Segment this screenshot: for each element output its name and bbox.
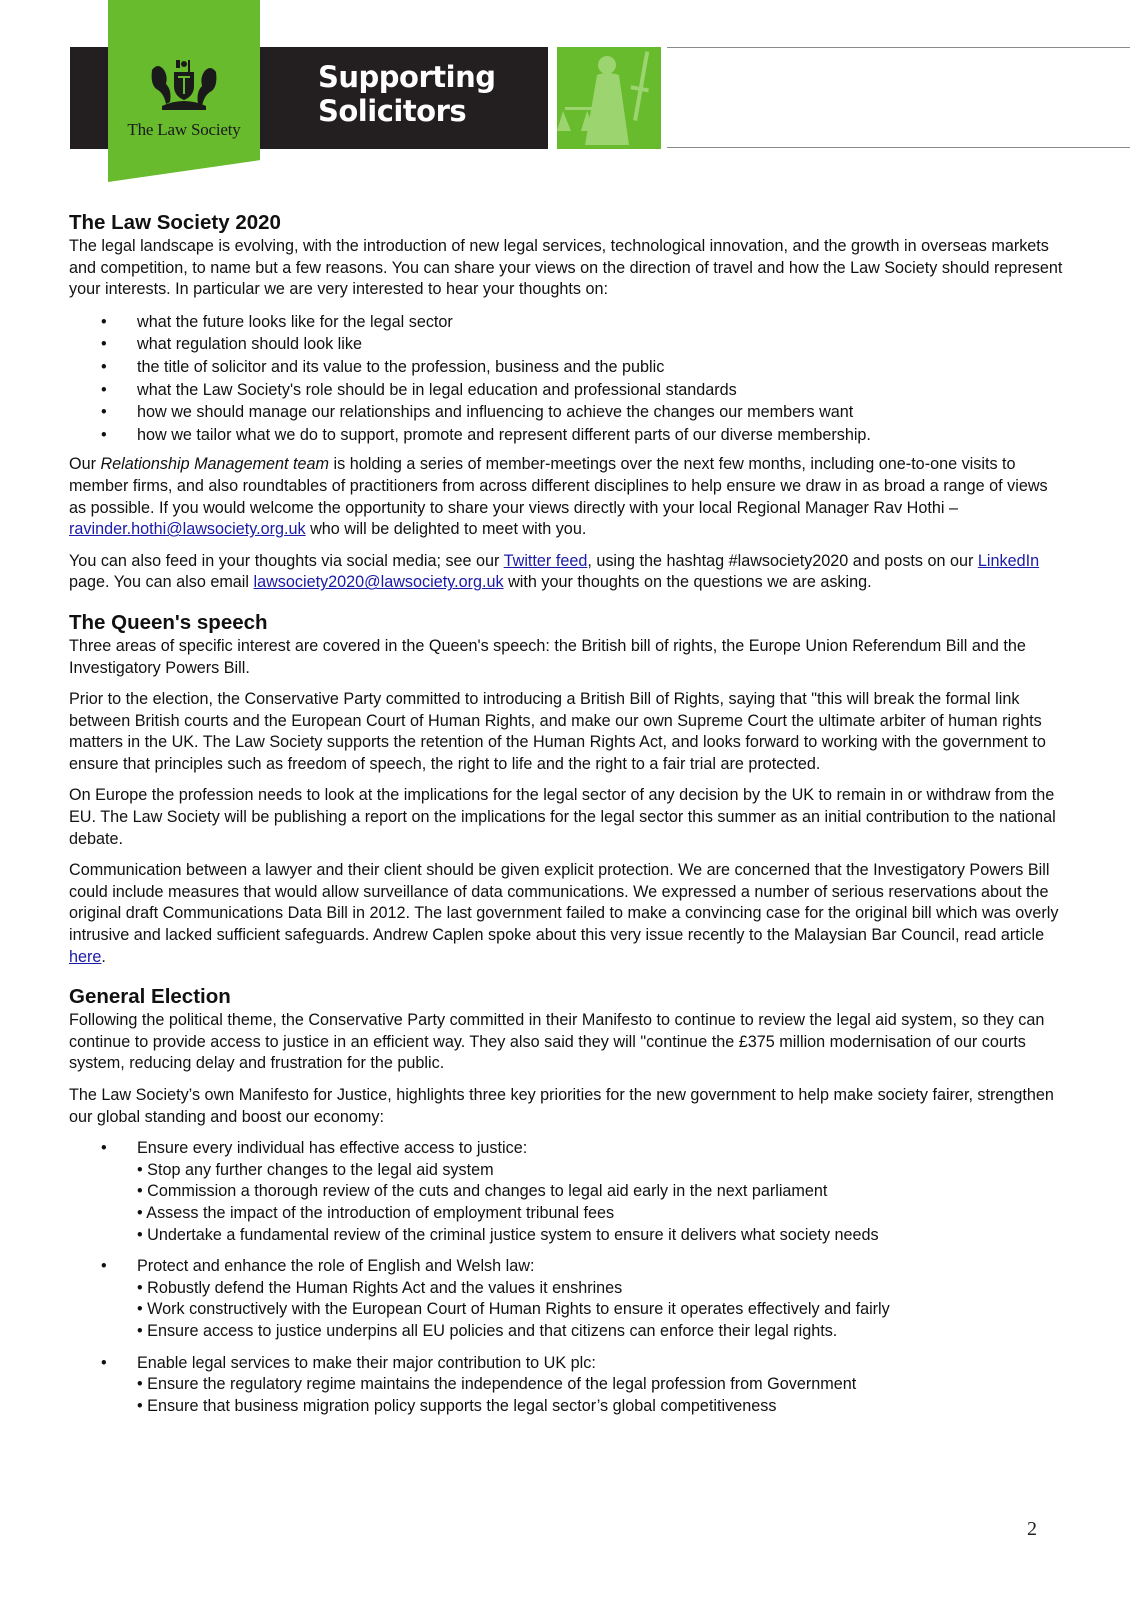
list-item: • Ensure that business migration policy supports the legal sector’s global competitiveness xyxy=(137,1396,777,1415)
section-heading: General Election xyxy=(69,985,231,1009)
list-item: • Undertake a fundamental review of the criminal justice system to ensure it delivers what society needs xyxy=(137,1225,879,1244)
bullet-dot-icon: • xyxy=(101,425,107,444)
topics-list xyxy=(69,311,1069,447)
paragraph: The Law Society’s own Manifesto for Justice, highlights three key priorities for the new government to help make society fairer, strengthen our global standing and boost our economy: xyxy=(69,1086,1054,1126)
list-item: • how we should manage our relationships and influencing to achieve the changes our members want xyxy=(69,401,1069,424)
section-heading: The Queen's speech xyxy=(69,610,268,634)
justice-emblem xyxy=(557,47,661,149)
bullet-dot-icon: • xyxy=(101,1257,107,1276)
coat-of-arms-icon xyxy=(148,58,220,116)
priorities-list xyxy=(69,1138,1069,1417)
intro-paragraph: The legal landscape is evolving, with the introduction of new legal services, technological innovation, and the growth in overseas markets and competition, to name but a few reasons. You can share your views on the direction of travel and how the Law Society should represent your interests. In particular we are very interested to hear your thoughts on: xyxy=(69,237,1063,299)
document-body xyxy=(69,210,1069,1427)
relationship-management-paragraph: Our Relationship Management team is holding a series of member-meetings over the next few months, including one-to-one visits to member firms, and also roundtables of practitioners from across different disciplines to help ensure we draw in as broad a range of views as possible. If you would welcome the opportunity to share your views directly with your local Regional Manager Rav Hothi – ravinder.hothi@lawsociety.org.uk who will be delighted to meet with you. xyxy=(69,455,1048,539)
paragraph: On Europe the profession needs to look at the implications for the legal sector of any decision by the UK to remain in or withdraw from the EU. The Law Society will be publishing a report on the implications for the legal sector this summer as an initial contribution to the national debate. xyxy=(69,786,1056,848)
priority-item xyxy=(69,1138,1069,1246)
paragraph: Three areas of specific interest are covered in the Queen's speech: the British bill of rights, the Europe Union Referendum Bill and the Investigatory Powers Bill. xyxy=(69,636,1026,677)
list-item: • the title of solicitor and its value to the profession, business and the public xyxy=(69,356,1069,379)
list-item: • Work constructively with the European Court of Human Rights to ensure it operates effectively and fairly xyxy=(137,1300,890,1319)
list-item: • Commission a thorough review of the cuts and changes to legal aid early in the next parliament xyxy=(137,1182,828,1201)
banner-title-line2: Solicitors xyxy=(318,94,467,128)
section-law-society-2020 xyxy=(69,210,1069,594)
regional-manager-email-link[interactable]: ravinder.hothi@lawsociety.org.uk xyxy=(69,520,306,539)
lawsociety2020-email-link[interactable]: lawsociety2020@lawsociety.org.uk xyxy=(253,573,504,592)
linkedin-link[interactable]: LinkedIn xyxy=(977,551,1040,570)
paragraph: Following the political theme, the Conservative Party committed in their Manifesto to continue to review the legal aid system, so they can continue to provide access to justice in an efficient way. They also said they will "continue the £375 million modernisation of our courts system, reducing delay and frustration for the public. xyxy=(69,1011,1045,1073)
priority-subitems xyxy=(137,1160,1069,1246)
banner-title xyxy=(318,60,495,128)
article-here-link[interactable]: here xyxy=(69,947,102,966)
org-name: The Law Society xyxy=(127,120,241,139)
bullet-dot-icon: • xyxy=(101,335,107,354)
list-item: • Stop any further changes to the legal aid system xyxy=(137,1160,494,1179)
list-item: • Ensure the regulatory regime maintains the independence of the legal profession from Government xyxy=(137,1375,857,1394)
priority-item xyxy=(69,1256,1069,1342)
list-item: • Assess the impact of the introduction of employment tribunal fees xyxy=(137,1203,615,1222)
list-item: • what the Law Society's role should be in legal education and professional standards xyxy=(69,379,1069,402)
priority-subitems xyxy=(137,1278,1069,1343)
priority-subitems xyxy=(137,1374,1069,1417)
priority-item xyxy=(69,1353,1069,1418)
bullet-dot-icon: • xyxy=(101,403,107,422)
section-queens-speech xyxy=(69,610,1069,968)
bullet-dot-icon: • xyxy=(101,380,107,399)
page-number: 2 xyxy=(1027,1518,1037,1540)
twitter-feed-link[interactable]: Twitter feed xyxy=(503,551,588,570)
bullet-dot-icon: • xyxy=(101,1353,107,1372)
lady-justice-icon xyxy=(557,47,661,149)
social-media-paragraph: You can also feed in your thoughts via social media; see our Twitter feed, using the hashtag #lawsociety2020 and posts on our LinkedIn page. You can also email lawsociety2020@lawsociety.org.uk with your thoughts on the questions we are asking. xyxy=(69,551,1040,592)
priority-title: Protect and enhance the role of English and Welsh law: xyxy=(137,1257,535,1276)
banner-title-line1: Supporting xyxy=(318,60,496,94)
list-item: • Ensure access to justice underpins all EU policies and that citizens can enforce their legal rights. xyxy=(137,1321,838,1340)
header-rule-top xyxy=(667,47,1130,48)
bullet-dot-icon: • xyxy=(101,1139,107,1158)
paragraph: Communication between a lawyer and their client should be given explicit protection. We are concerned that the Investigatory Powers Bill could include measures that would allow surveillance of data communications. We expressed a number of serious reservations about the original draft Communications Data Bill in 2012. The last government failed to make a convincing case for the original bill which was overly intrusive and lacked sufficient safeguards. Andrew Caplen spoke about this very issue recently to the Malaysian Bar Council, read article here. xyxy=(69,861,1059,966)
priority-title: Enable legal services to make their major contribution to UK plc: xyxy=(137,1353,596,1372)
team-name: Relationship Management team xyxy=(100,455,330,474)
bullet-dot-icon: • xyxy=(101,357,107,376)
list-item: • what regulation should look like xyxy=(69,333,1069,356)
list-item: • Robustly defend the Human Rights Act and the values it enshrines xyxy=(137,1278,623,1297)
list-item: • how we tailor what we do to support, promote and represent different parts of our diverse membership. xyxy=(69,424,1069,447)
bullet-dot-icon: • xyxy=(101,312,107,331)
section-heading: The Law Society 2020 xyxy=(69,211,281,234)
paragraph: Prior to the election, the Conservative Party committed to introducing a British Bill of Rights, saying that "this will break the formal link between British courts and the European Court of Human Rights, and make our own Supreme Court the ultimate arbiter of human rights matters in the UK. The Law Society supports the retention of the Human Rights Act, and looks forward to working with the government to ensure that principles such as freedom of speech, the right to life and the right to a fair trial are protected. xyxy=(69,690,1046,773)
header-rule-bottom xyxy=(667,147,1130,148)
priority-title: Ensure every individual has effective access to justice: xyxy=(137,1139,528,1158)
list-item: • what the future looks like for the legal sector xyxy=(69,311,1069,334)
section-general-election xyxy=(69,984,1069,1417)
